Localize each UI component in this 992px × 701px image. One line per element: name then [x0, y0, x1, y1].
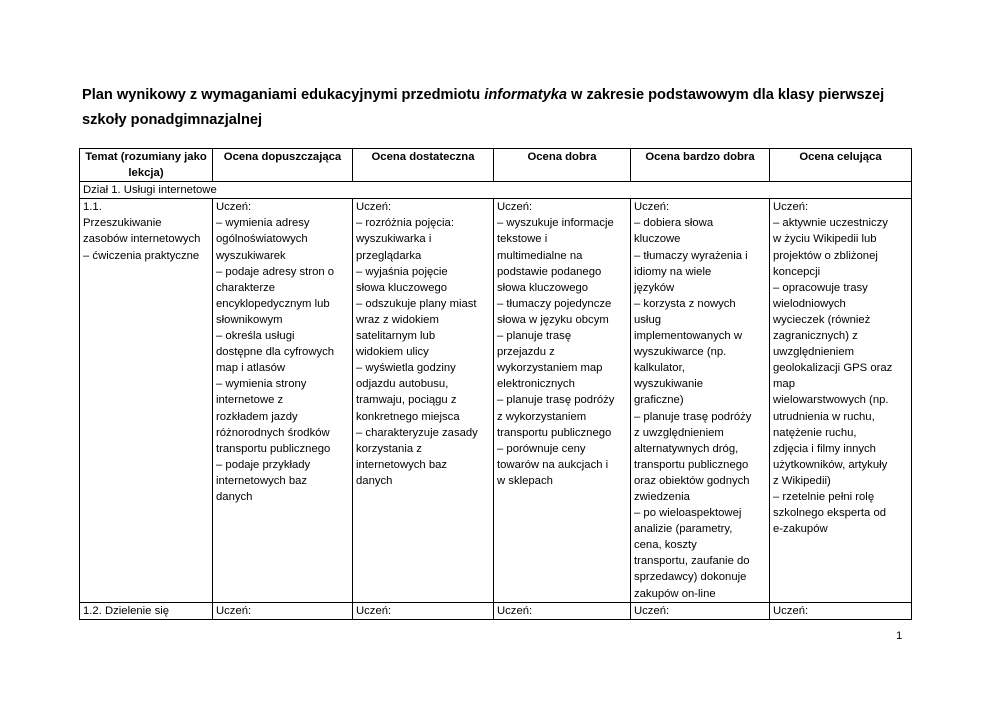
cell-line: wielowarstwowych (np. — [773, 394, 889, 407]
header-grade-6: Ocena celująca — [770, 149, 912, 182]
cell-line: Uczeń: — [497, 201, 533, 214]
cell-line: internetowe z — [216, 394, 284, 407]
cell-line: z Wikipedii) — [773, 474, 831, 487]
cell-line: usług — [634, 313, 662, 326]
header-grade-5: Ocena bardzo dobra — [631, 149, 770, 182]
cell-line: oraz obiektów godnych — [634, 474, 750, 487]
row2-grade-6: Uczeń: — [770, 602, 912, 619]
cell-line: szkolnego eksperta od — [773, 507, 887, 520]
cell-line: zakupów on-line — [634, 587, 716, 600]
cell-line: zdjęcia i filmy innych — [773, 442, 876, 455]
cell-line: – wyświetla godziny — [356, 362, 456, 375]
cell-line: projektów o zbliżonej — [773, 249, 878, 262]
cell-line: – planuje trasę podróży — [634, 410, 752, 423]
cell-line: słowa kluczowego — [356, 281, 448, 294]
cell-line: konkretnego miejsca — [356, 410, 460, 423]
cell-line: użytkowników, artykuły — [773, 458, 888, 471]
cell-line: wycieczek (również — [773, 313, 871, 326]
page-number: 1 — [896, 630, 903, 642]
header-grade-4: Ocena dobra — [494, 149, 631, 182]
cell-line: analizie (parametry, — [634, 523, 733, 536]
cell-line: – porównuje ceny — [497, 442, 586, 455]
cell-line: – wymienia strony — [216, 378, 307, 391]
cell-line: rozkładem jazdy — [216, 410, 298, 423]
cell-line: przejazdu z — [497, 346, 555, 359]
cell-line: encyklopedycznym lub — [216, 297, 330, 310]
cell-line: sprzedawcy) dokonuje — [634, 571, 747, 584]
cell-line: transportu, zaufanie do — [634, 555, 750, 568]
cell-line: Uczeń: — [356, 201, 392, 214]
cell-line: podstawie podanego — [497, 265, 602, 278]
cell-line: natężenie ruchu, — [773, 426, 857, 439]
cell-line: – charakteryzuje zasady — [356, 426, 478, 439]
section-title: Dział 1. Usługi internetowe — [80, 182, 912, 199]
cell-line: Uczeń: — [773, 201, 809, 214]
cell-line: elektronicznych — [497, 378, 575, 391]
cell-line: charakterze — [216, 281, 276, 294]
cell-line: transportu publicznego — [497, 426, 612, 439]
cell-line: odjazdu autobusu, — [356, 378, 449, 391]
cell-line: – korzysta z nowych — [634, 297, 736, 310]
cell-line: kalkulator, — [634, 362, 685, 375]
cell-line: wyszukiwarka i — [356, 233, 432, 246]
cell-line: dostępne dla cyfrowych — [216, 346, 335, 359]
row2-grade-2: Uczeń: — [213, 602, 353, 619]
cell-line: Uczeń: — [634, 201, 670, 214]
cell-line: – opracowuje trasy — [773, 281, 868, 294]
cell-line: Uczeń: — [216, 201, 252, 214]
cell-line: – dobiera słowa — [634, 217, 714, 230]
cell-line: geolokalizacji GPS oraz — [773, 362, 893, 375]
cell-line: wykorzystaniem map — [497, 362, 603, 375]
cell-line: tekstowe i — [497, 233, 548, 246]
cell-line: słowa kluczowego — [497, 281, 589, 294]
cell-line: danych — [356, 474, 393, 487]
cell-line: – aktywnie uczestniczy — [773, 217, 888, 230]
cell-line: w życiu Wikipedii lub — [773, 233, 877, 246]
cell-line: Przeszukiwanie — [83, 217, 162, 230]
cell-line: słownikowym — [216, 313, 283, 326]
cell-line: – wyjaśnia pojęcie — [356, 265, 448, 278]
cell-line: języków — [634, 281, 675, 294]
cell-line: przeglądarka — [356, 249, 422, 262]
cell-line: wyszukiwarek — [216, 249, 286, 262]
cell-line: alternatywnych dróg, — [634, 442, 739, 455]
cell-line: – ćwiczenia praktyczne — [83, 249, 200, 262]
cell-line: wyszukiwarce (np. — [634, 346, 727, 359]
cell-line: utrudnienia w ruchu, — [773, 410, 875, 423]
title-subject: informatyka — [484, 87, 567, 103]
header-topic-line2: lekcja) — [128, 167, 164, 180]
cell-line: z wykorzystaniem — [497, 410, 587, 423]
cell-line: uwzględnieniem — [773, 346, 855, 359]
cell-line: wielodniowych — [773, 297, 846, 310]
row2-grade-4: Uczeń: — [494, 602, 631, 619]
header-grade-3: Ocena dostateczna — [353, 149, 494, 182]
row1-grade-3 — [353, 199, 494, 602]
cell-line: – planuje trasę podróży — [497, 394, 615, 407]
cell-line: – określa usługi — [216, 330, 295, 343]
cell-line: idiomy na wiele — [634, 265, 712, 278]
row2-grade-3: Uczeń: — [353, 602, 494, 619]
cell-line: e-zakupów — [773, 523, 828, 536]
cell-line: zagranicznych) z — [773, 330, 858, 343]
table-row — [80, 602, 912, 619]
row1-topic — [80, 199, 213, 602]
cell-line: internetowych baz — [356, 458, 448, 471]
cell-line: cena, koszty — [634, 539, 697, 552]
cell-line: – wyszukuje informacje — [497, 217, 614, 230]
cell-line: widokiem ulicy — [356, 346, 429, 359]
cell-line: różnorodnych środków — [216, 426, 330, 439]
cell-line: koncepcji — [773, 265, 821, 278]
cell-line: – odszukuje plany miast — [356, 297, 477, 310]
cell-line: wraz z widokiem — [356, 313, 439, 326]
row2-grade-5: Uczeń: — [631, 602, 770, 619]
cell-line: tramwaju, pociągu z — [356, 394, 457, 407]
cell-line: 1.1. — [83, 201, 102, 214]
cell-line: – tłumaczy wyrażenia i — [634, 249, 748, 262]
row1-grade-6 — [770, 199, 912, 602]
row1-grade-4 — [494, 199, 631, 602]
cell-line: zwiedzenia — [634, 490, 690, 503]
cell-line: map i atlasów — [216, 362, 286, 375]
cell-line: zasobów internetowych — [83, 233, 201, 246]
row1-grade-5 — [631, 199, 770, 602]
cell-line: słowa w języku obcym — [497, 313, 609, 326]
cell-line: wyszukiwanie — [634, 378, 704, 391]
cell-line: – podaje adresy stron o — [216, 265, 335, 278]
cell-line: danych — [216, 490, 253, 503]
cell-line: multimedialne na — [497, 249, 583, 262]
cell-line: satelitarnym lub — [356, 330, 436, 343]
cell-line: map — [773, 378, 795, 391]
cell-line: transportu publicznego — [216, 442, 331, 455]
cell-line: graficzne) — [634, 394, 684, 407]
cell-line: transportu publicznego — [634, 458, 749, 471]
header-topic-line1: Temat (rozumiany jako — [85, 151, 207, 163]
cell-line: – po wieloaspektowej — [634, 507, 742, 520]
cell-line: internetowych baz — [216, 474, 308, 487]
cell-line: – planuje trasę — [497, 330, 572, 343]
page-title — [82, 83, 902, 133]
cell-line: kluczowe — [634, 233, 681, 246]
cell-line: korzystania z — [356, 442, 422, 455]
cell-line: – podaje przykłady — [216, 458, 311, 471]
cell-line: implementowanych w — [634, 330, 742, 343]
cell-line: z uwzględnieniem — [634, 426, 724, 439]
cell-line: – wymienia adresy — [216, 217, 310, 230]
cell-line: – rzetelnie pełni rolę — [773, 490, 875, 503]
row2-topic: 1.2. Dzielenie się — [80, 602, 213, 619]
cell-line: – tłumaczy pojedyncze — [497, 297, 612, 310]
title-line-2: szkoły ponadgimnazjalnej — [82, 112, 263, 128]
cell-line: w sklepach — [497, 474, 553, 487]
header-row — [80, 149, 912, 182]
cell-line: – rozróżnia pojęcia: — [356, 217, 454, 230]
table-row — [80, 199, 912, 602]
cell-line: ogólnoświatowych — [216, 233, 308, 246]
section-row — [80, 182, 912, 199]
title-text-after: w zakresie podstawowym dla klasy pierwszej — [567, 87, 885, 103]
requirements-table — [79, 148, 912, 620]
title-text-before: Plan wynikowy z wymaganiami edukacyjnymi przedmiotu — [82, 87, 485, 103]
cell-line: towarów na aukcjach i — [497, 458, 609, 471]
header-grade-2: Ocena dopuszczająca — [213, 149, 353, 182]
header-topic — [80, 149, 213, 182]
row1-grade-2 — [213, 199, 353, 602]
